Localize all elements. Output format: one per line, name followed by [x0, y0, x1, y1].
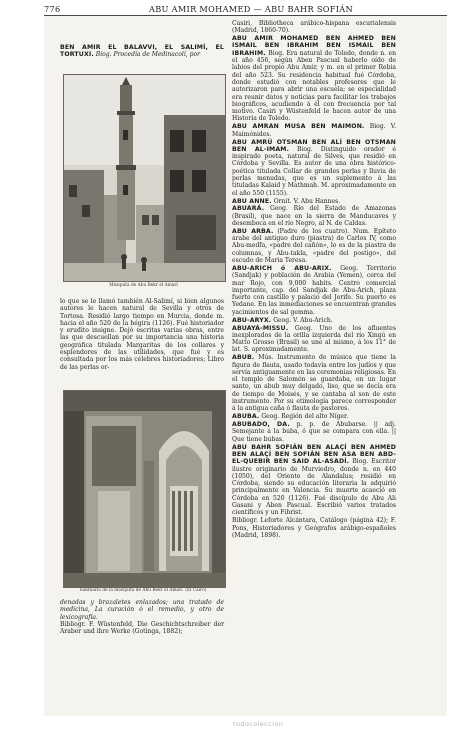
works-text: denadas y brazaletes enlazados; una tratado de medicina, La curación ó el remedio, y otro de lexicografía. — [60, 599, 224, 621]
running-header — [44, 2, 447, 16]
bibliography-left: Bibliogr. F. Wüstenfeld, Die Geschichtschreiber der Araber und ihre Werke (Gotinga, 1882); — [60, 620, 224, 636]
entry-abu-bahr-sofian: ABU BAHR SOFIÁN BEN ALAÇÍ BEN AHMED BEN ALAÇÍ BEN SOFIÁN BEN ASA BEN ABD-EL-QUEBIR BEN SAID AL-ASADÍ. Biog. Escritor ilustre originario de Murviedro, donde n. en 440 (1050), del Oriente de Alandalus; residió en Córdoba, siendo su educación literaria la adquirió principalmente en Valencia. Su muerte acaeció en Córdoba en 520 (1126). Fué discípulo de Abu Ali Gasani y Aben Pascual. Escribió varios tratados científicos y un Fihrist. — [232, 443, 396, 517]
photo1-caption: Mezquita de Abu Bekr el Amarí — [109, 283, 178, 288]
entry-abuaya-missu: ABUAYÁ-MISSU. Geog. Uno de los afluentes inexplorados de la orilla izquierda del río Xingú en Matto Grosso (Brasil) se une al mismo, á los 11° de lat. S. aproximadamente. — [232, 324, 396, 354]
right-column — [232, 20, 396, 540]
left-column-top — [60, 44, 224, 59]
left-column-bottom — [60, 599, 224, 635]
page-number: 776 — [44, 4, 61, 14]
photo-mosque-sanctuary — [63, 390, 226, 588]
photo2-caption: Santuario de la mezquita de Abu Bekr el Amarí. (El Cairo) — [79, 588, 207, 593]
watermark-text: todocoleccion — [233, 720, 284, 728]
entry-abub: ABUB. Mús. Instrumento de música que tiene la figura de flauta, usado todavía entre los judíos y que servía antiguamente en las ceremonias religiosas. En el templo de Salomón se guardaba, en un lugar santo, un abub muy delgado, liso, que se decía era de tiempo de Moisés, y se cantaba al son de este instrumento. Por su etimología parece corresponder á la antigua caña ó flauta de pastores. — [232, 354, 396, 413]
bibliography-right: Bibliogr. Leforte Alcántara, Catálogo (página 42); F. Pons, Historiadores y Geógrafos arábigo-españoles (Madrid, 1898). — [232, 517, 396, 539]
photo-mosque-minaret — [63, 74, 226, 282]
entry-abu-amru: ABU AMRÚ OTSMAN BEN ALÍ BEN OTSMAN BEN AL-IMAM. Biog. Distinguido orador é inspirado poeta, natural de Silves, que residió en Córdoba y Sevilla. Es autor de una obra histórico-poética titulada Collar de grandes perlas y lluvia de perlas menudas, que es un suplemento á las tituladas Kalaid y Mathmah. M. aproximadamente en el año 550 (1155). — [232, 138, 396, 197]
entry-head: BEN AMIR EL BALAVVI, EL SALIMÍ, EL TORTUXI. — [60, 44, 224, 59]
left-column-middle — [60, 298, 224, 371]
entry-abu-arich: ABU-ARICH ó ABU-ARIX. Geog. Territorio (Sandjak) y población de Arabia (Yemen), cerca del mar Rojo, con 9,000 habits. Centro comercial importante, cap. del Sandjak de Abu-Arich, plaza fuerte con castillo y palacio del Jerife. Su puerto es Yedane. En las inmediaciones se encuentran grandes yacimientos de sal gemma. — [232, 264, 396, 316]
running-title: ABU AMIR MOHAMED — ABU BAHR SOFIÁN — [149, 4, 353, 14]
entry-abu-aryx: ABU-ARYX. Geog. V. Abu-Arich. — [232, 316, 333, 324]
entry-abu-amir-balavvi — [60, 44, 224, 59]
entry-abubado: ABUBADO, DA. p. p. de Abubarse. || adj. Semejante á la buba, ó que se compara con ella. || Que tiene bubas. — [232, 421, 396, 443]
entry-body: Biog. Procedía de Medinacolí, por — [95, 51, 200, 59]
entry-casiri-ref: Casiri, Bibliotheca arábico-hispana escurialensis (Madrid, 1860-70). — [232, 20, 396, 35]
entry-abu-arba: ABU ARBA. (Padre de los cuatro). Num. Epíteto árabe del antiguo duro (piastra) de Carlos IV, como Abu-medfa, «padre del cañón», lo es de la piastra de columnas, y Abu-takla, «padre del postigo», del escudo de Maria Teresa. — [232, 227, 396, 265]
entry-abu-anne: ABU ANNE. Ornit. V. Abu Hannes. — [232, 197, 341, 205]
entry-abuara: ABUARÁ. Geog. Río del Estado de Amazonas (Brasil), que nace en la sierra de Manducaves y desemboca en el río Negro, al N. de Caldas. — [232, 205, 396, 227]
paragraph-abu-amir-continued: lo que se le llamó también Al-Salimí, si bien algunos autores le hacen natural de Sevilla y otros de Tortosa. Residió largo tiempo en Murcia, donde m. hacia el año 520 de la hégira (1126). Fué historiador y erudito insigne. Dejó escritas varias obras, entre las que descuellan por su importancia una historia geográfica titulada Margaritas de los collares y esplendores de las utilidades, que fué y es consultada por los más célebres historiadores; Libro de las perlas or- — [60, 298, 224, 371]
entry-abu-amran: ABU AMRAN MUSA BEN MAIMON. Biog. V. Maimónides. — [232, 123, 397, 138]
paragraph-works-continued — [60, 599, 224, 621]
header-rule — [44, 15, 447, 16]
entry-abu-amir-mohamed: ABU AMIR MOHAMED BEN AHMED BEN ISMAIL BEN IBRAHIM BEN ISMAIL BEN IBRAHIM. Biog. Era natural de Toledo, donde n. en el año 456, según Aben Pascual haberlo oído de labios del propio Abu Amir, y m. en el primer Rebia del año 523. Su residencia habitual fué Córdoba, donde estudió con notables profesores que le autorizaron para abrir una escuela; se especialidad era reunir datos y noticias para facilitar los trabajos biográficos, acudiendo á él con frecuencia por tal motivo. Casiri y Wüstenfeld le hacen autor de una Historia de Toledo. — [232, 35, 396, 123]
entry-abuba: ABUBA. Geog. Región del alto Níger. — [232, 413, 349, 421]
